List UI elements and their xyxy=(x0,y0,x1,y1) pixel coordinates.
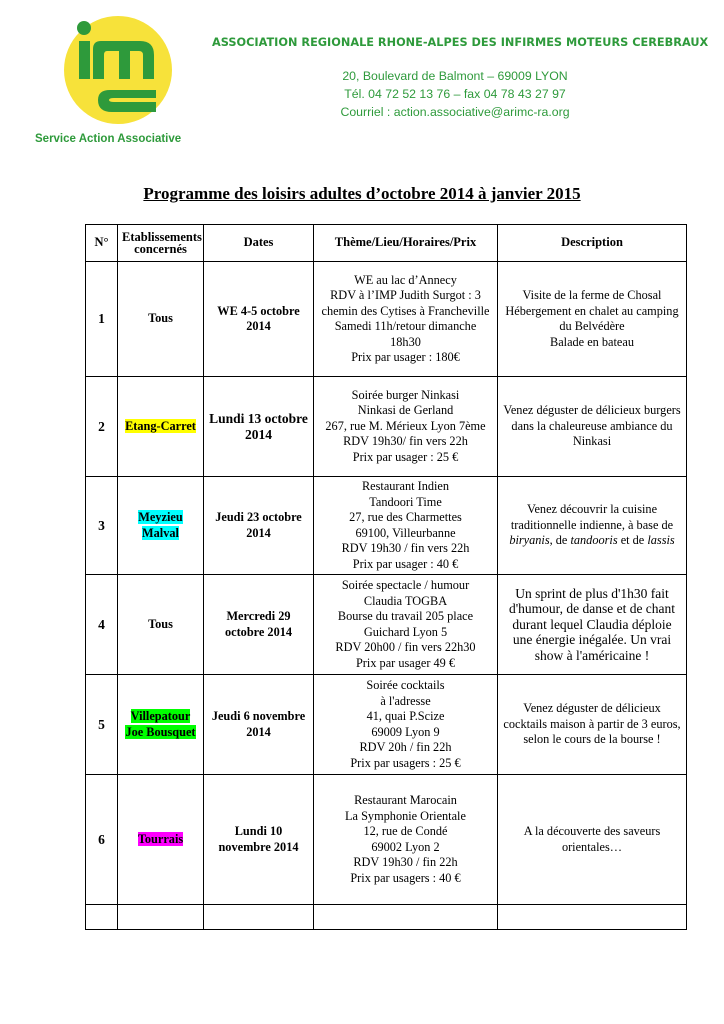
description-line: Balade en bateau xyxy=(550,334,634,349)
row-date: Mercredi 29 octobre 2014 xyxy=(204,575,314,675)
table-header-row xyxy=(86,225,687,262)
theme-line: Prix par usager 49 € xyxy=(355,655,456,670)
etab-label: Joe Bousquet xyxy=(125,724,196,739)
theme-line: Prix par usager : 40 € xyxy=(352,556,459,571)
theme-line: Soirée cocktails xyxy=(366,678,445,692)
row-etab xyxy=(118,775,204,905)
theme-line: 69002 Lyon 2 xyxy=(371,839,440,854)
description-text: , de xyxy=(549,533,571,548)
header-num: N° xyxy=(86,225,118,262)
empty-cell xyxy=(204,905,314,930)
description-italic: biryanis xyxy=(509,533,550,548)
description-italic: tandooris xyxy=(570,533,618,548)
theme-line: RDV à l’IMP Judith Surgot : 3 chemin des Cytises à Francheville xyxy=(321,288,490,318)
row-description xyxy=(498,775,687,905)
row-num: 2 xyxy=(86,377,118,477)
theme-line: Prix par usagers : 25 € xyxy=(350,755,461,770)
table-row-empty xyxy=(86,905,687,930)
theme-line: 69100, Villeurbanne xyxy=(355,525,456,540)
row-theme xyxy=(314,775,498,905)
row-theme xyxy=(314,675,498,775)
imc-logo xyxy=(62,14,174,126)
etab-label: Tous xyxy=(148,311,173,326)
description-line: A la découverte des saveurs orientales… xyxy=(523,824,661,854)
association-name: ASSOCIATION REGIONALE RHONE-ALPES DES INFIRMES MOTEURS CEREBRAUX xyxy=(212,36,709,49)
page-title xyxy=(0,184,724,204)
theme-line: 27, rue des Charmettes xyxy=(349,510,462,524)
table-row xyxy=(86,262,687,377)
row-num: 1 xyxy=(86,262,118,377)
description-italic: lassis xyxy=(647,533,675,548)
row-theme xyxy=(314,262,498,377)
row-description xyxy=(498,675,687,775)
description-text: Venez découvrir la cuisine traditionnelle indienne, à base de xyxy=(510,502,674,532)
row-description xyxy=(498,262,687,377)
row-description xyxy=(498,575,687,675)
phone-line: Tél. 04 72 52 13 76 – fax 04 78 43 27 97 xyxy=(344,87,566,101)
theme-line: Soirée spectacle / humour xyxy=(341,578,470,592)
description-line: Venez déguster de délicieux burgers dans la chaleureuse ambiance du Ninkasi xyxy=(503,403,681,449)
service-label: Service Action Associative xyxy=(35,133,182,145)
header-etab: Etablissements concernés xyxy=(118,225,204,262)
row-date: Lundi 13 octobre 2014 xyxy=(204,377,314,477)
table-row xyxy=(86,377,687,477)
header-description: Description xyxy=(498,225,687,262)
theme-line: Prix par usager : 180€ xyxy=(351,350,460,364)
theme-line: Restaurant Marocain xyxy=(354,793,457,807)
theme-line: 41, quai P.Scize xyxy=(366,709,445,723)
etab-label: Tourrais xyxy=(137,831,184,846)
theme-line: RDV 19h30 / fin 22h xyxy=(353,855,458,869)
theme-line: RDV 19h30 / fin vers 22h xyxy=(341,541,470,555)
etab-label: Tous xyxy=(148,616,173,631)
row-theme xyxy=(314,477,498,575)
row-num: 3 xyxy=(86,477,118,575)
row-etab xyxy=(118,477,204,575)
address-line: 20, Boulevard de Balmont – 69009 LYON xyxy=(342,69,568,83)
row-theme xyxy=(314,377,498,477)
theme-line: La Symphonie Orientale xyxy=(345,808,466,823)
header-dates: Dates xyxy=(204,225,314,262)
theme-line: Prix par usager : 25 € xyxy=(352,449,459,464)
row-description xyxy=(498,477,687,575)
table-row xyxy=(86,477,687,575)
empty-cell xyxy=(498,905,687,930)
etab-label: Etang-Carret xyxy=(125,418,196,433)
table-row xyxy=(86,575,687,675)
theme-line: RDV 20h00 / fin vers 22h30 xyxy=(335,640,476,654)
etab-label: Meyzieu xyxy=(138,510,183,524)
theme-line: WE au lac d’Annecy xyxy=(354,272,457,287)
row-date: WE 4-5 octobre 2014 xyxy=(204,262,314,377)
row-etab xyxy=(118,377,204,477)
description-line: Hébergement en chalet au camping du Belvédère xyxy=(505,303,679,333)
theme-line: Claudia TOGBA xyxy=(363,593,448,608)
description-line: Un sprint de plus d'1h30 fait d'humour, de danse et de chant durant lequel Claudia déploie une énergie inégalée. Un vrai show à l'américaine ! xyxy=(508,585,676,663)
row-date: Lundi 10 novembre 2014 xyxy=(204,775,314,905)
theme-line: Tandoori Time xyxy=(369,494,442,509)
page-title-text: Programme des loisirs adultes d’octobre 2014 à janvier 2015 xyxy=(143,184,581,203)
header-theme: Thème/Lieu/Horaires/Prix xyxy=(314,225,498,262)
row-theme xyxy=(314,575,498,675)
description-text: et de xyxy=(617,533,648,548)
etab-label: Villepatour xyxy=(130,709,191,723)
empty-cell xyxy=(314,905,498,930)
row-date: Jeudi 6 novembre 2014 xyxy=(204,675,314,775)
row-etab xyxy=(118,575,204,675)
row-etab xyxy=(118,262,204,377)
row-num: 5 xyxy=(86,675,118,775)
empty-cell xyxy=(86,905,118,930)
row-date: Jeudi 23 octobre 2014 xyxy=(204,477,314,575)
table-row xyxy=(86,675,687,775)
description-line: Venez déguster de délicieux cocktails maison à partir de 3 euros, selon le cours de la bourse ! xyxy=(503,701,681,747)
theme-line: Samedi 11h/retour dimanche 18h30 xyxy=(334,319,477,349)
etab-label: Malval xyxy=(142,525,179,540)
email-line: Courriel : action.associative@arimc-ra.org xyxy=(340,105,570,119)
theme-line: 267, rue M. Mérieux Lyon 7ème xyxy=(325,418,486,433)
theme-line: RDV 19h30/ fin vers 22h xyxy=(343,434,468,449)
theme-line: Restaurant Indien xyxy=(361,479,450,493)
row-num: 4 xyxy=(86,575,118,675)
program-table xyxy=(85,224,687,930)
theme-line: RDV 20h / fin 22h xyxy=(359,740,452,754)
row-etab xyxy=(118,675,204,775)
theme-line: Soirée burger Ninkasi xyxy=(351,387,460,402)
theme-line: Ninkasi de Gerland xyxy=(357,403,454,418)
theme-line: Prix par usagers : 40 € xyxy=(350,870,461,885)
theme-line: 12, rue de Condé xyxy=(363,824,448,838)
empty-cell xyxy=(118,905,204,930)
table-row xyxy=(86,775,687,905)
row-description xyxy=(498,377,687,477)
row-num: 6 xyxy=(86,775,118,905)
theme-line: Bourse du travail 205 place Guichard Lyon 5 xyxy=(337,609,474,639)
theme-line: 69009 Lyon 9 xyxy=(371,724,440,739)
description-line: Visite de la ferme de Chosal xyxy=(522,288,662,302)
theme-line: à l'adresse xyxy=(380,693,431,708)
